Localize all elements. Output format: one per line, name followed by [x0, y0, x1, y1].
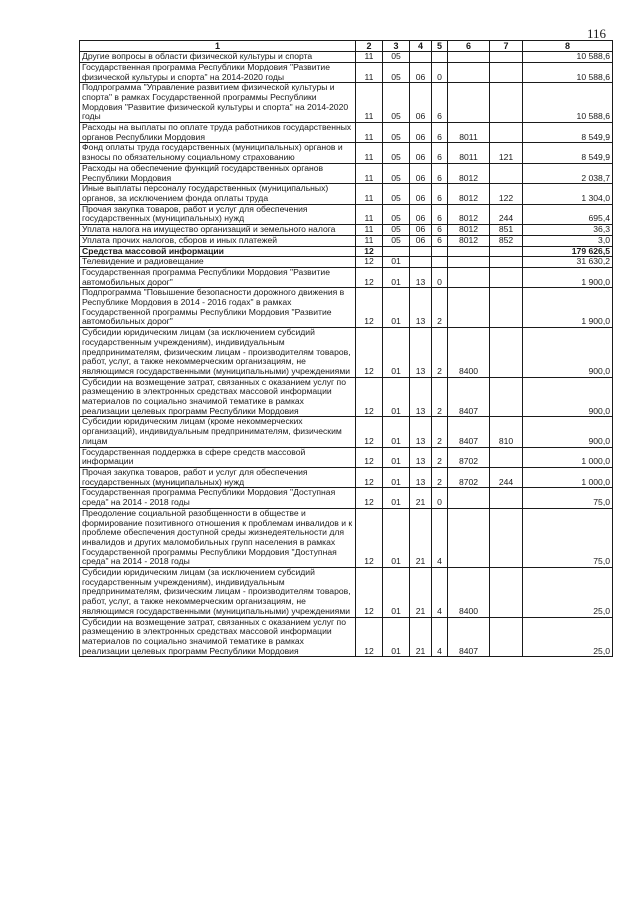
- cell-expense-type: [490, 52, 523, 63]
- cell-name: Прочая закупка товаров, работ и услуг для обеспечения государственных (муниципальных) нужд: [80, 467, 356, 487]
- cell-name: Субсидии юридическим лицам (за исключением субсидий государственным учреждениям), индивидуальным предпринимателям, физическим лицам - производителям товаров, работ, услуг, а также некоммерческим организациям, не являющимся государственными (муниципальными) учреждениями: [80, 568, 356, 618]
- cell-amount: 10 588,6: [523, 62, 613, 82]
- cell-direction: 8012: [448, 235, 490, 246]
- cell-direction: 8012: [448, 204, 490, 224]
- cell-section: 12: [356, 257, 383, 268]
- cell-section: 12: [356, 377, 383, 417]
- cell-section: 12: [356, 288, 383, 328]
- cell-direction: 8011: [448, 143, 490, 163]
- cell-program: 06: [410, 123, 432, 143]
- cell-subprogram: 2: [432, 377, 448, 417]
- cell-amount: 2 038,7: [523, 163, 613, 183]
- cell-direction: 8012: [448, 163, 490, 183]
- table-row: [80, 447, 613, 467]
- cell-name: Государственная программа Республики Мордовия "Развитие автомобильных дорог": [80, 267, 356, 287]
- cell-program: 13: [410, 328, 432, 378]
- cell-subprogram: 0: [432, 267, 448, 287]
- cell-name: Государственная программа Республики Мордовия "Доступная среда" на 2014 - 2018 годы: [80, 488, 356, 508]
- cell-section: 12: [356, 508, 383, 567]
- cell-expense-type: [490, 447, 523, 467]
- table-row: [80, 617, 613, 657]
- cell-section: 12: [356, 467, 383, 487]
- cell-name: Государственная программа Республики Мордовия "Развитие физической культуры и спорта" на 2014-2020 годы: [80, 62, 356, 82]
- cell-direction: [448, 62, 490, 82]
- cell-expense-type: 851: [490, 225, 523, 236]
- cell-subprogram: 2: [432, 328, 448, 378]
- cell-subprogram: 2: [432, 447, 448, 467]
- table-row: [80, 257, 613, 268]
- table-row: [80, 328, 613, 378]
- cell-subsection: 01: [383, 568, 410, 618]
- cell-subsection: 01: [383, 617, 410, 657]
- cell-subsection: 01: [383, 257, 410, 268]
- cell-expense-type: 244: [490, 204, 523, 224]
- cell-subprogram: 0: [432, 62, 448, 82]
- table-row: [80, 235, 613, 246]
- cell-program: 13: [410, 447, 432, 467]
- cell-expense-type: [490, 488, 523, 508]
- cell-expense-type: [490, 83, 523, 123]
- cell-subprogram: 6: [432, 123, 448, 143]
- table-row: [80, 204, 613, 224]
- cell-name: Фонд оплаты труда государственных (муниципальных) органов и взносы по обязательному социальному страхованию: [80, 143, 356, 163]
- cell-amount: 1 304,0: [523, 184, 613, 204]
- cell-section: 11: [356, 123, 383, 143]
- table-row: [80, 488, 613, 508]
- cell-subsection: 01: [383, 488, 410, 508]
- cell-subprogram: 6: [432, 204, 448, 224]
- cell-expense-type: [490, 163, 523, 183]
- cell-direction: 8407: [448, 417, 490, 447]
- table-row: [80, 467, 613, 487]
- cell-section: 11: [356, 163, 383, 183]
- table-row: [80, 52, 613, 63]
- col-header-8: 8: [523, 41, 613, 52]
- cell-name: Субсидии на возмещение затрат, связанных с оказанием услуг по размещению в электронных средствах массовой информации материалов по социально значимой тематике в рамках реализации целевых программ Республики Мордовия: [80, 377, 356, 417]
- page-number: 116: [586, 26, 606, 41]
- cell-section: 12: [356, 447, 383, 467]
- cell-name: Субсидии юридическим лицам (кроме некоммерческих организаций), индивидуальным предпринимателям, физическим лицам: [80, 417, 356, 447]
- cell-program: 06: [410, 62, 432, 82]
- table-row: [80, 267, 613, 287]
- table-row: [80, 163, 613, 183]
- cell-expense-type: [490, 288, 523, 328]
- cell-subprogram: 6: [432, 184, 448, 204]
- cell-program: 21: [410, 508, 432, 567]
- cell-name: Расходы на обеспечение функций государственных органов Республики Мордовия: [80, 163, 356, 183]
- cell-subsection: 05: [383, 83, 410, 123]
- cell-amount: 1 000,0: [523, 447, 613, 467]
- table-row: [80, 83, 613, 123]
- cell-amount: 75,0: [523, 488, 613, 508]
- cell-subsection: 05: [383, 225, 410, 236]
- cell-subsection: 05: [383, 62, 410, 82]
- cell-direction: [448, 488, 490, 508]
- cell-direction: 8011: [448, 123, 490, 143]
- cell-name: Подпрограмма "Управление развитием физической культуры и спорта" в рамках Государственной программы Республики Мордовия "Развитие физической культуры и спорта" на 2014-2020 годы: [80, 83, 356, 123]
- cell-subsection: 05: [383, 143, 410, 163]
- cell-program: 06: [410, 225, 432, 236]
- cell-section: 11: [356, 143, 383, 163]
- table-row: [80, 288, 613, 328]
- cell-subprogram: [432, 52, 448, 63]
- cell-expense-type: 244: [490, 467, 523, 487]
- cell-subsection: 05: [383, 52, 410, 63]
- cell-name: Расходы на выплаты по оплате труда работников государственных органов Республики Мордовия: [80, 123, 356, 143]
- cell-section: 12: [356, 246, 383, 257]
- cell-direction: 8407: [448, 377, 490, 417]
- cell-program: 13: [410, 267, 432, 287]
- cell-direction: 8702: [448, 447, 490, 467]
- cell-amount: 3,0: [523, 235, 613, 246]
- cell-name: Подпрограмма "Повышение безопасности дорожного движения в Республике Мордовия в 2014 - 2016 годах" в рамках Государственной программы Республики Мордовия "Развитие автомобильных дорог": [80, 288, 356, 328]
- cell-program: 21: [410, 568, 432, 618]
- cell-amount: 8 549,9: [523, 143, 613, 163]
- cell-amount: 695,4: [523, 204, 613, 224]
- cell-section: 11: [356, 52, 383, 63]
- cell-direction: 8012: [448, 225, 490, 236]
- cell-section: 11: [356, 225, 383, 236]
- cell-subprogram: 2: [432, 467, 448, 487]
- cell-subsection: 01: [383, 467, 410, 487]
- cell-name: Средства массовой информации: [80, 246, 356, 257]
- cell-subprogram: 4: [432, 568, 448, 618]
- col-header-5: 5: [432, 41, 448, 52]
- cell-amount: 1 900,0: [523, 288, 613, 328]
- cell-program: 06: [410, 163, 432, 183]
- cell-expense-type: [490, 568, 523, 618]
- cell-expense-type: 121: [490, 143, 523, 163]
- cell-name: Телевидение и радиовещание: [80, 257, 356, 268]
- cell-section: 12: [356, 617, 383, 657]
- cell-amount: 900,0: [523, 377, 613, 417]
- cell-subsection: 05: [383, 123, 410, 143]
- cell-direction: [448, 83, 490, 123]
- cell-subsection: 01: [383, 377, 410, 417]
- cell-program: 06: [410, 204, 432, 224]
- col-header-7: 7: [490, 41, 523, 52]
- cell-program: 06: [410, 143, 432, 163]
- cell-program: 13: [410, 417, 432, 447]
- cell-subsection: 01: [383, 417, 410, 447]
- cell-program: 21: [410, 488, 432, 508]
- cell-expense-type: 810: [490, 417, 523, 447]
- cell-section: 11: [356, 204, 383, 224]
- cell-name: Иные выплаты персоналу государственных (муниципальных) органов, за исключением фонда оплаты труда: [80, 184, 356, 204]
- cell-subprogram: 6: [432, 163, 448, 183]
- cell-direction: [448, 246, 490, 257]
- cell-expense-type: 852: [490, 235, 523, 246]
- cell-name: Субсидии на возмещение затрат, связанных с оказанием услуг по размещению в электронных средствах массовой информации материалов по социально значимой тематике в рамках реализации целевых программ Республики Мордовия: [80, 617, 356, 657]
- cell-subsection: 01: [383, 267, 410, 287]
- table-row: [80, 62, 613, 82]
- cell-direction: [448, 267, 490, 287]
- cell-section: 12: [356, 328, 383, 378]
- table-row: [80, 184, 613, 204]
- cell-section: 12: [356, 267, 383, 287]
- cell-direction: 8407: [448, 617, 490, 657]
- cell-amount: 10 588,6: [523, 52, 613, 63]
- col-header-4: 4: [410, 41, 432, 52]
- cell-amount: 31 630,2: [523, 257, 613, 268]
- cell-expense-type: [490, 246, 523, 257]
- cell-direction: 8012: [448, 184, 490, 204]
- cell-section: 11: [356, 184, 383, 204]
- cell-name: Другие вопросы в области физической культуры и спорта: [80, 52, 356, 63]
- cell-subprogram: 2: [432, 417, 448, 447]
- cell-section: 12: [356, 417, 383, 447]
- cell-direction: [448, 52, 490, 63]
- cell-expense-type: [490, 267, 523, 287]
- table-body: [80, 52, 613, 657]
- cell-amount: 900,0: [523, 328, 613, 378]
- cell-amount: 10 588,6: [523, 83, 613, 123]
- cell-program: 21: [410, 617, 432, 657]
- cell-subprogram: 6: [432, 235, 448, 246]
- cell-subsection: 01: [383, 447, 410, 467]
- cell-amount: 1 000,0: [523, 467, 613, 487]
- cell-subsection: [383, 246, 410, 257]
- cell-subprogram: 6: [432, 143, 448, 163]
- col-header-6: 6: [448, 41, 490, 52]
- cell-expense-type: [490, 328, 523, 378]
- cell-program: 13: [410, 467, 432, 487]
- cell-name: Уплата налога на имущество организаций и земельного налога: [80, 225, 356, 236]
- cell-subprogram: [432, 257, 448, 268]
- cell-section: 11: [356, 235, 383, 246]
- cell-amount: 900,0: [523, 417, 613, 447]
- cell-subprogram: [432, 246, 448, 257]
- cell-expense-type: [490, 617, 523, 657]
- cell-name: Уплата прочих налогов, сборов и иных платежей: [80, 235, 356, 246]
- table-row: [80, 417, 613, 447]
- cell-subsection: 05: [383, 235, 410, 246]
- table-row: [80, 246, 613, 257]
- cell-expense-type: 122: [490, 184, 523, 204]
- cell-direction: [448, 288, 490, 328]
- cell-program: 06: [410, 235, 432, 246]
- table-row: [80, 143, 613, 163]
- cell-program: 13: [410, 377, 432, 417]
- cell-direction: 8400: [448, 328, 490, 378]
- cell-amount: 75,0: [523, 508, 613, 567]
- table-row: [80, 508, 613, 567]
- table-row: [80, 568, 613, 618]
- cell-name: Прочая закупка товаров, работ и услуг для обеспечения государственных (муниципальных) нужд: [80, 204, 356, 224]
- cell-program: [410, 257, 432, 268]
- cell-name: Государственная поддержка в сфере средств массовой информации: [80, 447, 356, 467]
- cell-program: [410, 246, 432, 257]
- cell-amount: 36,3: [523, 225, 613, 236]
- cell-amount: 1 900,0: [523, 267, 613, 287]
- cell-amount: 179 626,5: [523, 246, 613, 257]
- cell-expense-type: [490, 257, 523, 268]
- budget-table: [79, 40, 613, 657]
- cell-subsection: 01: [383, 288, 410, 328]
- cell-program: 06: [410, 83, 432, 123]
- cell-section: 11: [356, 83, 383, 123]
- cell-section: 12: [356, 488, 383, 508]
- col-header-1: 1: [80, 41, 356, 52]
- cell-section: 12: [356, 568, 383, 618]
- cell-direction: [448, 508, 490, 567]
- table-row: [80, 123, 613, 143]
- cell-name: Преодоление социальной разобщенности в обществе и формирование позитивного отношения к проблемам инвалидов и к проблеме обеспечения доступной среды жизнедеятельности для инвалидов и других маломобильных групп населения в рамках Государственной программы Республики Мордовия "Доступная среда" на 2014 - 2018 годы: [80, 508, 356, 567]
- cell-program: 06: [410, 184, 432, 204]
- cell-expense-type: [490, 508, 523, 567]
- cell-direction: [448, 257, 490, 268]
- cell-program: 13: [410, 288, 432, 328]
- cell-name: Субсидии юридическим лицам (за исключением субсидий государственным учреждениям), индивидуальным предпринимателям, физическим лицам - производителям товаров, работ, услуг, а также некоммерческим организациям, не являющимся государственными (муниципальными) учреждениями: [80, 328, 356, 378]
- cell-expense-type: [490, 123, 523, 143]
- cell-subsection: 05: [383, 163, 410, 183]
- header-row: [80, 41, 613, 52]
- cell-subprogram: 0: [432, 488, 448, 508]
- cell-amount: 25,0: [523, 617, 613, 657]
- cell-subprogram: 4: [432, 617, 448, 657]
- cell-direction: 8702: [448, 467, 490, 487]
- cell-subsection: 01: [383, 328, 410, 378]
- cell-amount: 25,0: [523, 568, 613, 618]
- cell-subsection: 01: [383, 508, 410, 567]
- cell-direction: 8400: [448, 568, 490, 618]
- cell-subprogram: 6: [432, 83, 448, 123]
- cell-subprogram: 6: [432, 225, 448, 236]
- table-row: [80, 377, 613, 417]
- table-row: [80, 225, 613, 236]
- cell-subprogram: 4: [432, 508, 448, 567]
- cell-program: [410, 52, 432, 63]
- cell-subprogram: 2: [432, 288, 448, 328]
- col-header-3: 3: [383, 41, 410, 52]
- cell-section: 11: [356, 62, 383, 82]
- cell-subsection: 05: [383, 204, 410, 224]
- cell-expense-type: [490, 62, 523, 82]
- col-header-2: 2: [356, 41, 383, 52]
- cell-amount: 8 549,9: [523, 123, 613, 143]
- cell-subsection: 05: [383, 184, 410, 204]
- cell-expense-type: [490, 377, 523, 417]
